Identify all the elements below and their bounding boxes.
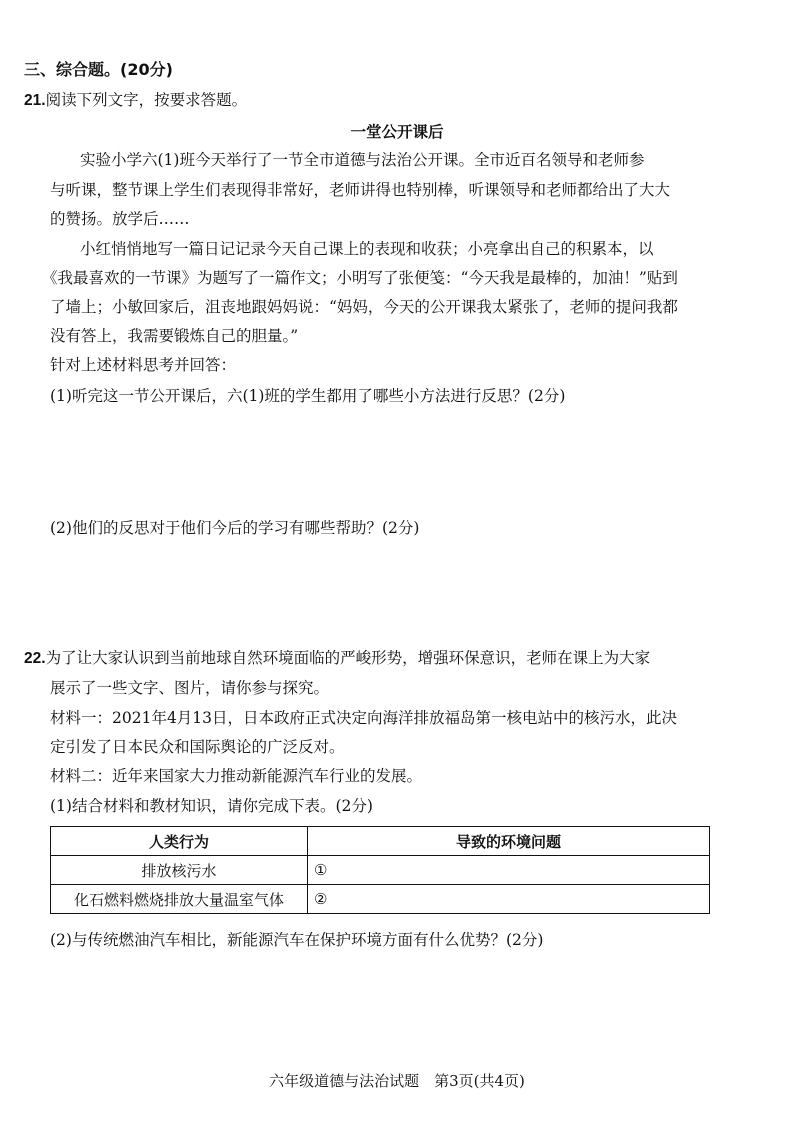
- q22-sub1: (1)结合材料和教材知识，请你完成下表。(2分): [50, 797, 373, 815]
- q22-number: 22.: [24, 650, 46, 667]
- material2-line: 材料二：近年来国家大力推动新能源汽车行业的发展。: [50, 767, 423, 785]
- q21-number: 21.: [24, 92, 46, 109]
- q21-header: [24, 90, 247, 111]
- q22-intro-line: 展示了一些文字、图片，请你参与探究。: [50, 679, 330, 697]
- environment-table: [50, 826, 710, 914]
- answer-blank-cell: ①: [308, 856, 710, 885]
- answer-blank-cell: ②: [308, 885, 710, 914]
- table-header: 人类行为: [51, 827, 308, 856]
- material1-line: 定引发了日本民众和国际舆论的广泛反对。: [50, 738, 345, 756]
- q21-sub2: (2)他们的反思对于他们今后的学习有哪些帮助？(2分): [50, 519, 420, 537]
- passage-line: 小红悄悄地写一篇日记记录今天自己课上的表现和收获；小亮拿出自己的积累本，以: [80, 240, 654, 258]
- table-cell: 排放核污水: [51, 856, 308, 885]
- table-header-row: [51, 827, 710, 856]
- material1-line: 材料一：2021年4月13日，日本政府正式决定向海洋排放福岛第一核电站中的核污水，此决: [50, 709, 678, 727]
- q21-sub1: (1)听完这一节公开课后，六(1)班的学生都用了哪些小方法进行反思？(2分): [50, 387, 566, 405]
- table-row: [51, 856, 710, 885]
- q22-intro-line: [24, 648, 650, 669]
- q21-instruction: 阅读下列文字，按要求答题。: [45, 91, 248, 109]
- table-cell: 化石燃料燃烧排放大量温室气体: [51, 885, 308, 914]
- passage-line: 的赞扬。放学后……: [50, 210, 190, 228]
- page-footer: 六年级道德与法治试题 第3页(共4页): [269, 1072, 525, 1090]
- table-header: 导致的环境问题: [308, 827, 710, 856]
- table-row: [51, 885, 710, 914]
- passage-line: 了墙上；小敏回家后，沮丧地跟妈妈说：“妈妈，今天的公开课我太紧张了，老师的提问我都: [50, 298, 678, 316]
- q22-intro-text: 为了让大家认识到当前地球自然环境面临的严峻形势，增强环保意识，老师在课上为大家: [45, 649, 651, 667]
- passage-line: 与听课，整节课上学生们表现得非常好，老师讲得也特别棒，听课领导和老师都给出了大大: [50, 181, 671, 199]
- passage-line: 《我最喜欢的一节课》为题写了一篇作文；小明写了张便笺：“今天我是最棒的，加油！”贴到: [42, 269, 678, 287]
- section-heading: 三、综合题。(20分): [24, 60, 173, 79]
- passage-title: 一堂公开课后: [350, 123, 444, 141]
- q21-prompt: 针对上述材料思考并回答：: [50, 356, 237, 374]
- q22-sub2: (2)与传统燃油汽车相比，新能源汽车在保护环境方面有什么优势？(2分): [50, 931, 544, 949]
- passage-line: 没有答上，我需要锻炼自己的胆量。”: [50, 327, 299, 345]
- passage-line: 实验小学六(1)班今天举行了一节全市道德与法治公开课。全市近百名领导和老师参: [80, 151, 645, 169]
